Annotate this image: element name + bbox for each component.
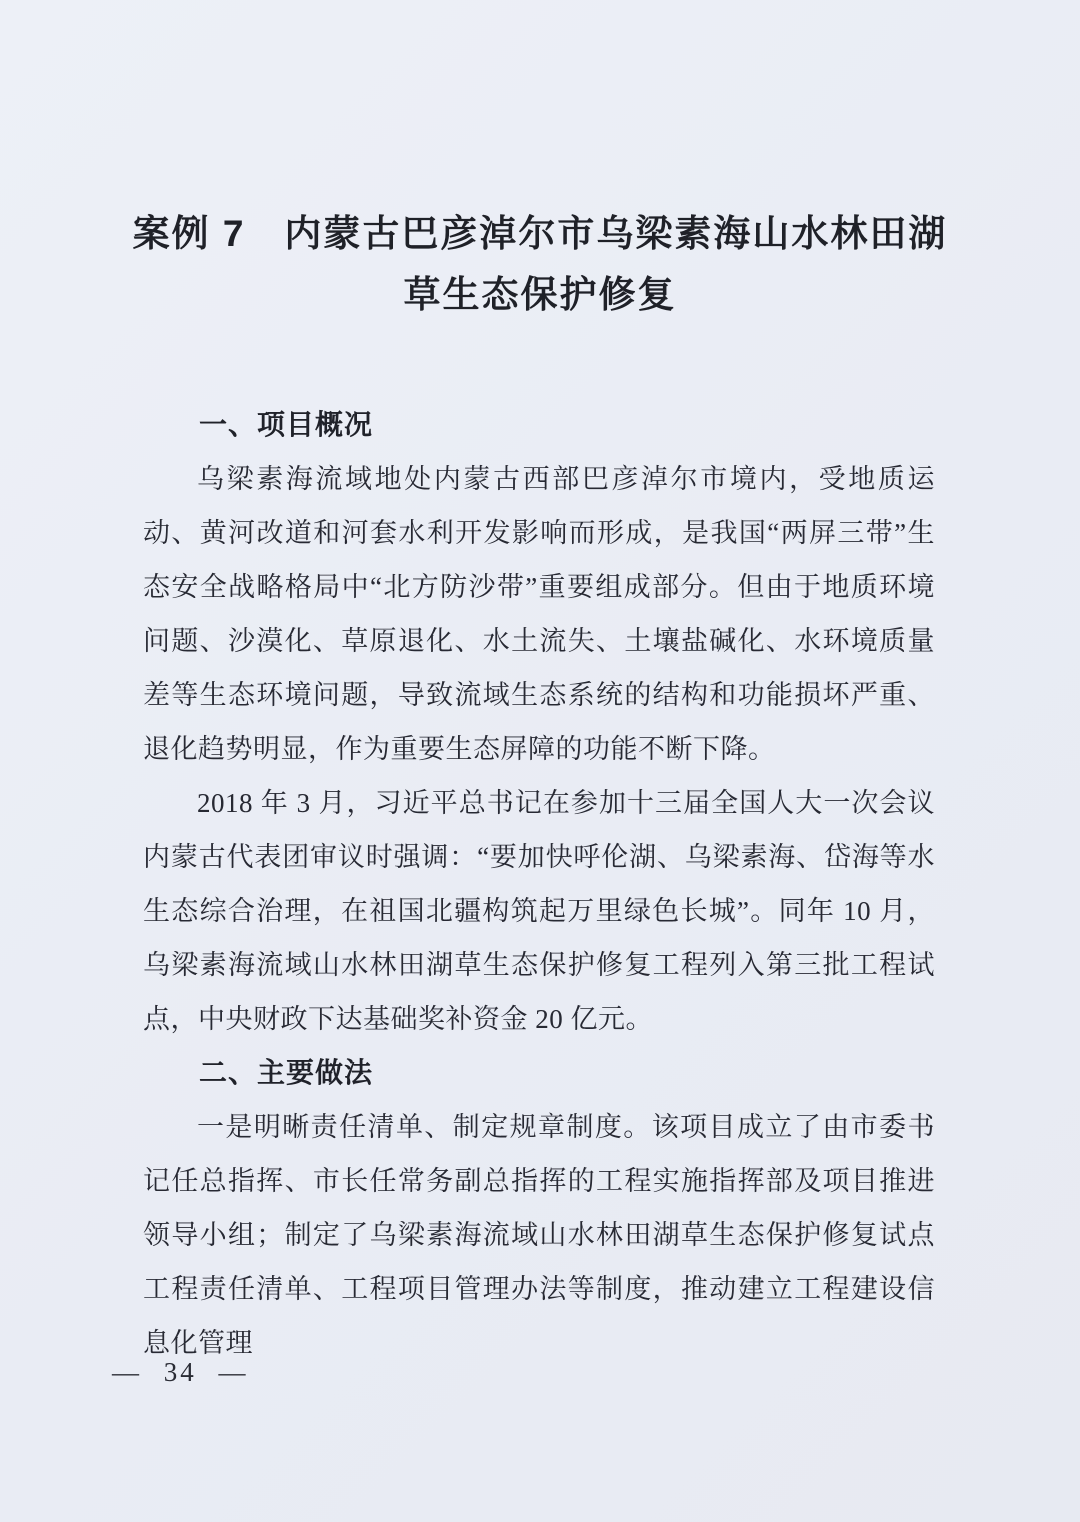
document-body [143, 398, 935, 1370]
paragraph-overview-2: 2018 年 3 月，习近平总书记在参加十三届全国人大一次会议内蒙古代表团审议时强调：“要加快呼伦湖、乌梁素海、岱海等水生态综合治理，在祖国北疆构筑起万里绿色长城”。同年 10 月，乌梁素海流域山水林田湖草生态保护修复工程列入第三批工程试点，中央财政下达基础奖补资金 20 亿元。 [143, 788, 935, 1034]
document-title-line-1: 案例 7 内蒙古巴彦淖尔市乌梁素海山水林田湖 [132, 213, 948, 254]
paragraph-overview-1: 乌梁素海流域地处内蒙古西部巴彦淖尔市境内，受地质运动、黄河改道和河套水利开发影响而形成，是我国“两屏三带”生态安全战略格局中“北方防沙带”重要组成部分。但由于地质环境问题、沙漠化、草原退化、水土流失、土壤盐碱化、水环境质量差等生态环境问题，导致流域生态系统的结构和功能损坏严重、退化趋势明显，作为重要生态屏障的功能不断下降。 [143, 464, 935, 764]
document-title [0, 203, 1080, 325]
section-heading-main-practices: 二、主要做法 [199, 1057, 374, 1088]
page-number: — 34 — [112, 1357, 249, 1387]
section-heading-overview: 一、项目概况 [199, 409, 374, 440]
paragraph-practices-1: 一是明晰责任清单、制定规章制度。该项目成立了由市委书记任总指挥、市长任常务副总指挥的工程实施指挥部及项目推进领导小组；制定了乌梁素海流域山水林田湖草生态保护修复试点工程责任清单、工程项目管理办法等制度，推动建立工程建设信息化管理 [143, 1112, 935, 1358]
document-title-line-2: 草生态保护修复 [403, 274, 677, 315]
